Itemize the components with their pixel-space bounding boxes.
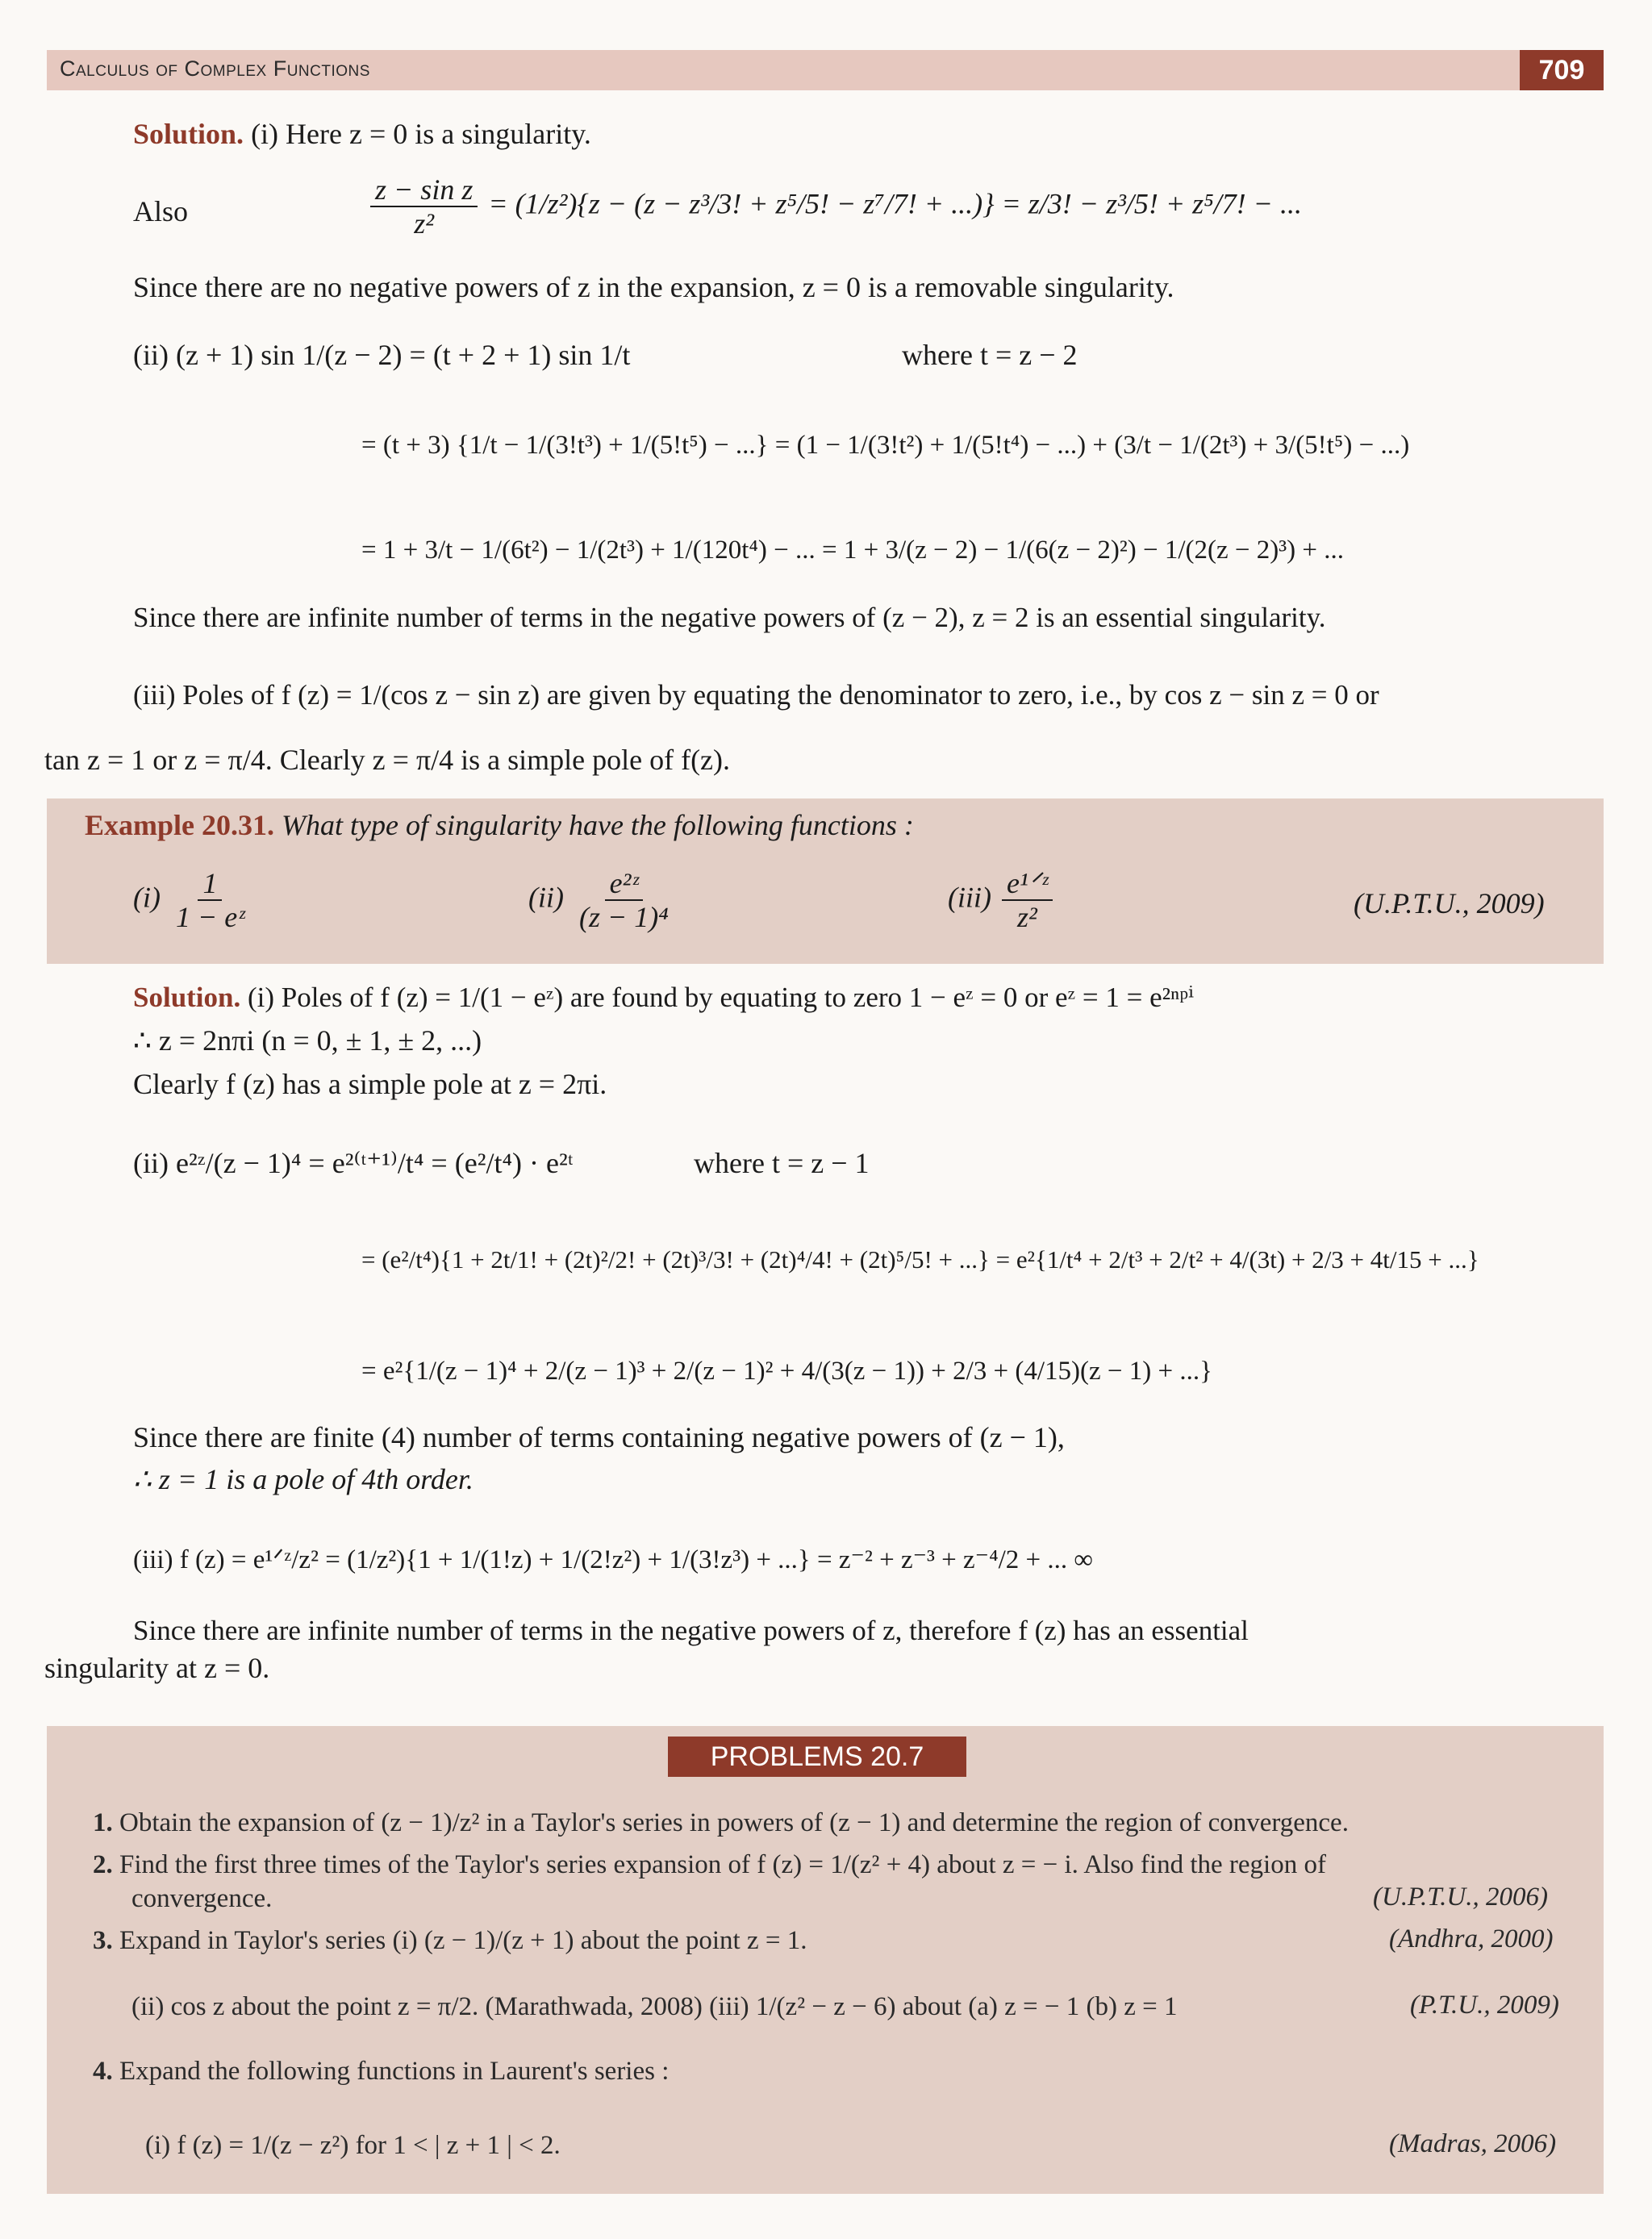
solution-2-ii-line3: = e²{1/(z − 1)⁴ + 2/(z − 1)³ + 2/(z − 1)² + 4/(3(z − 1)) + 2/3 + (4/15)(z − 1) + ...} <box>361 1357 1212 1386</box>
solution-1-conclusion: Since there are no negative powers of z in the expansion, z = 0 is a removable singularity. <box>133 271 1174 303</box>
equation-1-lhs-den: z² <box>414 207 435 240</box>
problem-4-reference: (Madras, 2006) <box>1389 2129 1557 2158</box>
equation-1 <box>367 173 1302 240</box>
problem-1-number: 1. <box>93 1808 113 1837</box>
part-ii-conclusion: Since there are infinite number of terms in the negative powers of (z − 2), z = 2 is an essential singularity. <box>133 602 1326 633</box>
example-part-i-den: 1 − eᶻ <box>175 901 244 933</box>
chapter-title: Calculus of Complex Functions <box>60 56 370 81</box>
problem-4 <box>93 2055 669 2087</box>
problem-2-text-cont: convergence. <box>131 1884 273 1913</box>
example-part-iii-num: e¹ᐟᶻ <box>1002 867 1053 901</box>
solution-label: Solution. <box>133 118 244 150</box>
equation-1-lhs <box>370 173 478 240</box>
example-part-i-label: (i) <box>133 881 161 914</box>
problem-3 <box>93 1924 807 1957</box>
example-part-iii <box>948 867 1056 933</box>
problem-1 <box>93 1807 1349 1839</box>
solution-2-iii-conclusion2: singularity at z = 0. <box>44 1652 270 1684</box>
problem-2-reference: (U.P.T.U., 2006) <box>1373 1883 1548 1912</box>
problem-3-reference-2: (P.T.U., 2009) <box>1410 1991 1559 2020</box>
solution-2-line3: Clearly f (z) has a simple pole at z = 2πi. <box>133 1068 607 1100</box>
problem-4-text-cont: (i) f (z) = 1/(z − z²) for 1 < | z + 1 | < 2. <box>145 2131 561 2160</box>
part-iii-line2: tan z = 1 or z = π/4. Clearly z = π/4 is a simple pole of f(z). <box>44 744 731 776</box>
solution-2-intro <box>133 980 1194 1015</box>
problem-2-number: 2. <box>93 1850 113 1879</box>
solution-2-ii-line2: = (e²/t⁴){1 + 2t/1! + (2t)²/2! + (2t)³/3! + (2t)⁴/4! + (2t)⁵/5! + ...} = e²{1/t⁴ + 2/t³ + 2/t² + 4/(3t) + 2/3 + 4t/15 + ...} <box>361 1245 1479 1274</box>
example-part-ii-label: (ii) <box>528 881 564 914</box>
example-part-iii-fraction <box>1002 867 1053 933</box>
example-question: What type of singularity have the following functions : <box>282 809 914 841</box>
part-ii-line1: (ii) (z + 1) sin 1/(z − 2) = (t + 2 + 1) sin 1/t <box>133 339 631 371</box>
also-label: Also <box>133 195 189 227</box>
part-iii-line1: (iii) Poles of f (z) = 1/(cos z − sin z) are given by equating the denominator to zero, i.e., by cos z − sin z = 0 or <box>133 679 1379 711</box>
part-ii-where: where t = z − 2 <box>902 339 1078 371</box>
problems-box <box>47 1726 1604 2194</box>
running-header <box>47 50 1604 90</box>
example-part-ii-fraction <box>574 867 674 933</box>
problems-title: PROBLEMS 20.7 <box>668 1737 966 1777</box>
example-part-ii <box>528 867 677 933</box>
solution-2-ii-conclusion2: ∴ z = 1 is a pole of 4th order. <box>133 1463 473 1495</box>
solution-2-ii-line1: (ii) e²ᶻ/(z − 1)⁴ = e²⁽ᵗ⁺¹⁾/t⁴ = (e²/t⁴) · e²ᵗ <box>133 1147 574 1179</box>
part-ii-line2: = (t + 3) {1/t − 1/(3!t³) + 1/(5!t⁵) − ...} = (1 − 1/(3!t²) + 1/(5!t⁴) − ...) + (3/t − 1/(2t³) + 3/(5!t⁵) − ...) <box>361 431 1410 460</box>
problem-4-number: 4. <box>93 2057 113 2086</box>
example-part-iii-label: (iii) <box>948 881 991 914</box>
problem-3-text: Expand in Taylor's series (i) (z − 1)/(z + 1) about the point z = 1. <box>119 1926 807 1955</box>
solution-2-iii-line1: (iii) f (z) = e¹ᐟᶻ/z² = (1/z²){1 + 1/(1!z) + 1/(2!z²) + 1/(3!z³) + ...} = z⁻² + z⁻³ + z⁻⁴/2 + ... ∞ <box>133 1545 1093 1574</box>
problem-2 <box>93 1849 1326 1881</box>
example-part-i <box>133 867 252 933</box>
problem-4-text: Expand the following functions in Laurent's series : <box>119 2057 670 2086</box>
equation-1-lhs-num: z − sin z <box>370 173 478 207</box>
example-part-ii-num: e²ᶻ <box>605 867 643 901</box>
problem-3-text-cont: (ii) cos z about the point z = π/2. (Marathwada, 2008) (iii) 1/(z² − z − 6) about (a) z = − 1 (b) z = 1 <box>131 1992 1178 2021</box>
example-reference: (U.P.T.U., 2009) <box>1354 887 1545 919</box>
solution-2-iii-conclusion1: Since there are infinite number of terms in the negative powers of z, therefore f (z) has an essential <box>133 1615 1249 1646</box>
problem-3-reference: (Andhra, 2000) <box>1389 1924 1554 1953</box>
example-title <box>85 808 914 842</box>
solution-2-label: Solution. <box>133 982 241 1013</box>
equation-1-rhs: = (1/z²){z − (z − z³/3! + z⁵/5! − z⁷/7! + ...)} = z/3! − z³/5! + z⁵/7! − ... <box>488 187 1302 220</box>
problem-1-text: Obtain the expansion of (z − 1)/z² in a Taylor's series in powers of (z − 1) and determine the region of convergence. <box>119 1808 1349 1837</box>
solution-1-intro <box>133 116 591 152</box>
example-part-ii-den: (z − 1)⁴ <box>578 901 669 933</box>
part-ii-line3: = 1 + 3/t − 1/(6t²) − 1/(2t³) + 1/(120t⁴) − ... = 1 + 3/(z − 2) − 1/(6(z − 2)²) − 1/(2(z − 2)³) + ... <box>361 536 1345 565</box>
example-part-i-num: 1 <box>198 867 222 901</box>
solution-1-line1: (i) Here z = 0 is a singularity. <box>251 118 591 150</box>
solution-2-line2: ∴ z = 2nπi (n = 0, ± 1, ± 2, ...) <box>133 1024 482 1057</box>
solution-2-line1: (i) Poles of f (z) = 1/(1 − eᶻ) are found by equating to zero 1 − eᶻ = 0 or eᶻ = 1 = e²ⁿᵖⁱ <box>248 982 1195 1013</box>
solution-2-ii-where: where t = z − 1 <box>694 1147 870 1179</box>
example-part-i-fraction <box>171 867 249 933</box>
problem-2-text: Find the first three times of the Taylor's series expansion of f (z) = 1/(z² + 4) about z = − i. Also find the region of <box>119 1850 1326 1879</box>
example-label: Example 20.31. <box>85 809 275 841</box>
problem-3-number: 3. <box>93 1926 113 1955</box>
solution-2-ii-conclusion1: Since there are finite (4) number of terms containing negative powers of (z − 1), <box>133 1421 1065 1453</box>
page-number: 709 <box>1520 50 1604 90</box>
example-part-iii-den: z² <box>1016 901 1037 933</box>
